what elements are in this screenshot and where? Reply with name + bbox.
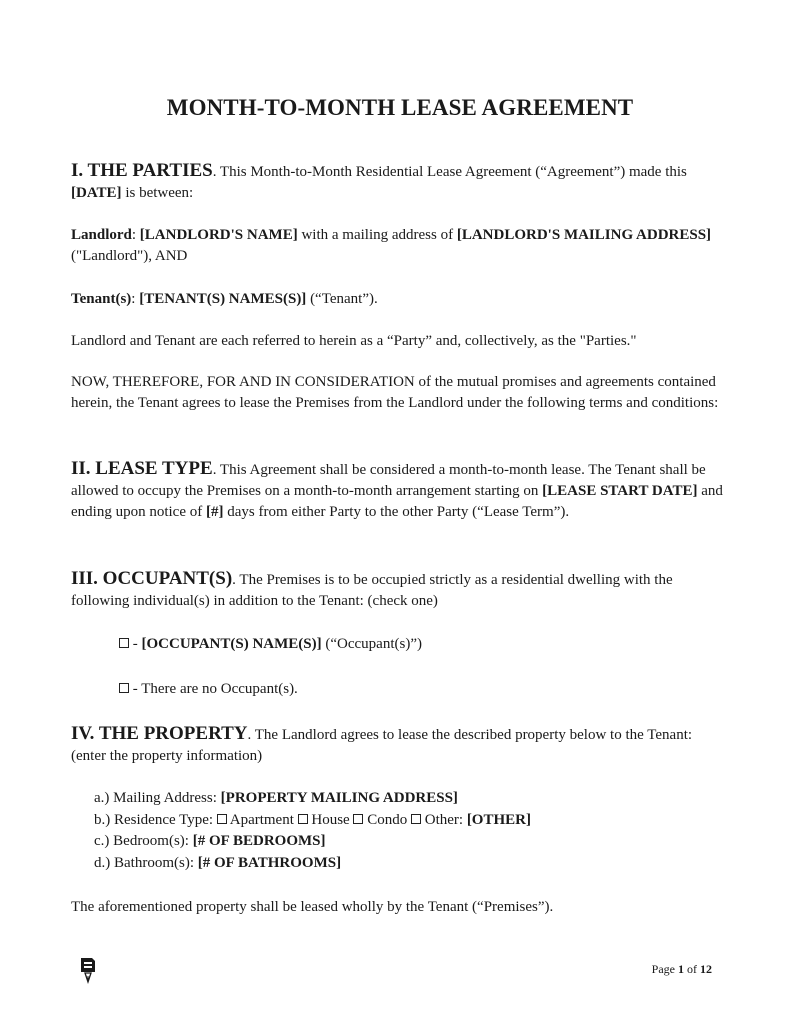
landlord-address-field: [LANDLORD'S MAILING ADDRESS] [456,227,712,243]
landlord-paragraph: Landlord: [LANDLORD'S NAME] with a mailing address of [LANDLORD'S MAILING ADDRESS] ("Landlord"), AND [71,227,712,264]
list-item-mailing-address: a.) Mailing Address: [PROPERTY MAILING ADDRESS] [94,790,458,806]
notice-days-field: [#] [205,504,224,520]
house-checkbox[interactable] [298,814,308,824]
occupant-option-names: - [OCCUPANT(S) NAME(S)] (“Occupant(s)”) [119,634,422,655]
bedrooms-field: [# OF BEDROOMS] [192,833,326,849]
section-property: IV. THE PROPERTY. The Landlord agrees to lease the described property below to the Tenant: (enter the property information) [71,723,693,764]
document-title: MONTH-TO-MONTH LEASE AGREEMENT [166,95,634,120]
section-heading-parties: I. THE PARTIES [71,160,213,181]
list-item-bedrooms: c.) Bedroom(s): [# OF BEDROOMS] [94,833,326,849]
property-address-field: [PROPERTY MAILING ADDRESS] [220,790,458,806]
landlord-name-field: [LANDLORD'S NAME] [139,227,298,243]
section-heading-lease-type: II. LEASE TYPE [71,458,213,479]
section-heading-occupants: III. OCCUPANT(S) [71,568,233,589]
section-heading-property: IV. THE PROPERTY [71,723,248,744]
party-definition: Landlord and Tenant are each referred to herein as a “Party” and, collectively, as the "Parties." [71,333,637,349]
occupant-names-field: [OCCUPANT(S) NAME(S)] [141,636,322,652]
tenant-paragraph: Tenant(s): [TENANT(S) NAMES(S)] (“Tenant”). [71,291,378,307]
premises-closing: The aforementioned property shall be leased wholly by the Tenant (“Premises”). [71,899,554,915]
apartment-checkbox[interactable] [217,814,227,824]
lease-start-date-field: [LEASE START DATE] [542,483,698,499]
tenant-name-field: [TENANT(S) NAMES(S)] [139,291,307,307]
document-logo-icon [78,956,98,986]
page-number: Page 1 of 12 [651,962,712,976]
section-parties-intro: I. THE PARTIES. This Month-to-Month Residential Lease Agreement (“Agreement”) made this [DATE] is between: [71,160,687,201]
list-item-residence-type: b.) Residence Type: Apartment House Condo Other: [OTHER] [94,811,531,828]
occupant-option-none: - There are no Occupant(s). [119,679,298,700]
date-field: [DATE] [71,185,122,201]
other-checkbox[interactable] [411,814,421,824]
section-lease-type: II. LEASE TYPE. This Agreement shall be considered a month-to-month lease. The Tenant shall be allowed to occupy the Premises on a month-to-month arrangement starting on [LEASE START DATE] and ending upon notice of [#] days from either Party to the other Party (“Lease Term”). [71,458,723,520]
other-type-field: [OTHER] [466,811,531,828]
bathrooms-field: [# OF BATHROOMS] [197,854,342,871]
condo-checkbox[interactable] [353,814,363,824]
no-occupants-checkbox[interactable] [119,683,129,693]
section-occupants: III. OCCUPANT(S). The Premises is to be occupied strictly as a residential dwelling with the following individual(s) in addition to the Tenant: (check one) [71,568,673,609]
property-details-list [94,788,531,874]
occupant-names-checkbox[interactable] [119,638,129,648]
consideration-paragraph: NOW, THEREFORE, FOR AND IN CONSIDERATION of the mutual promises and agreements contained herein, the Tenant agrees to lease the Premises from the Landlord under the following terms and conditions: [71,374,719,411]
list-item-bathrooms: d.) Bathroom(s): [# OF BATHROOMS] [94,854,342,871]
